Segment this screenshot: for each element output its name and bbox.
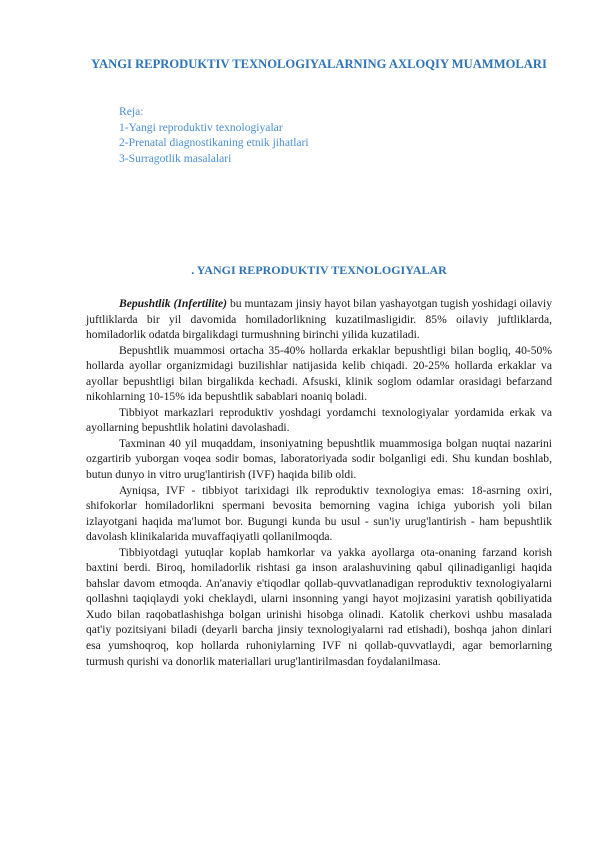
paragraph-text: Ayniqsa, IVF - tibbiyot tarixidagi ilk reproduktiv texnologiya emas: 18-asrning oxiri, shifokorlar homiladorlikni spermani bevosita bemorning vagina ichiga yuborish yoli bilan izlayotgani haqida ma'lumot bor. Bugungi kunda bu usul - sun'iy urug'lantirish - ham bepushtlik davolash klinikalarida muvaffaqiyatli qollanilmoqda. (86, 483, 552, 544)
paragraph-lead-term: Bepushtlik (Infertilite) (119, 297, 227, 310)
paragraph-text: Bepushtlik muammosi ortacha 35-40% hollarda erkaklar bepushtligi bilan bogliq, 40-50% hollarda ayollar organizmidagi buzilishlar natijasida kelib chiqadi. 20-25% hollarda erkaklar va ayollar bepushtligi bilan birgalikda kechadi. Afsuski, klinik soglom odamlar orasidagi befarzand nikohlarning 10-15% ida bepushtlik sabablari noaniq boladi. (86, 343, 552, 404)
paragraph-text: Tibbiyot markazlari reproduktiv yoshdagi yordamchi texnologiyalar yordamida erkak va ayollarning bepushtlik holatini davolashadi. (86, 405, 552, 435)
body-text (86, 296, 552, 669)
plan-item: 1-Yangi reproduktiv texnologiyalar (119, 120, 283, 134)
plan-block (119, 104, 309, 166)
document-title: YANGI REPRODUKTIV TEXNOLOGIYALARNING AXLOQIY MUAMMOLARI (91, 57, 547, 71)
plan-item: 3-Surragotlik masalalari (119, 151, 232, 165)
paragraph (86, 436, 552, 483)
plan-heading: Reja: (119, 105, 144, 118)
paragraph (86, 405, 552, 436)
paragraph-text: bu muntazam jinsiy hayot bilan yashayotgan tugish yoshidagi oilaviy juftliklarda bir yil davomida homiladorlikning kuzatilmasligidir. 85% oilaviy juftliklarda, homiladorlik odatda birgalikdagi turmushning birinchi yilida kuzatiladi. (86, 297, 552, 342)
paragraph (86, 545, 552, 669)
paragraph (86, 483, 552, 545)
section-title: . YANGI REPRODUKTIV TEXNOLOGIYALAR (191, 263, 447, 277)
paragraph-text: Tibbiyotdagi yutuqlar koplab hamkorlar va yakka ayollarga ota-onaning farzand korish baxtini berdi. Biroq, homiladorlik rishtasi ga inson aralashuvining qabul qilinadiganligi haqida bahslar davom etmoqda. An'anaviy e'tiqodlar qollab-quvvatlanadigan reproduktiv texnologiyalarni qollashni taqiqlaydi yoki cheklaydi, ularni insonning yangi hayot mojizasini yaratish qobiliyatida Xudo bilan raqobatlashishga bolgan urinishi hisobga olinadi. Katolik cherkovi ushbu masalada qat'iy pozitsiyani biladi (deyarli barcha jinsiy texnologiyalarni rad etishadi), boshqa jahon dinlari esa yumshoqroq, kop hollarda ruhoniylarning IVF ni qollab-quvvatlaydi, agar bemorlarning turmush qurishi va donorlik materiallari urug'lantirilmasdan foydalanilmasa. (86, 545, 552, 668)
paragraph (86, 296, 552, 343)
paragraph-text: Taxminan 40 yil muqaddam, insoniyatning bepushtlik muammosiga bolgan nuqtai nazarini ozgartirib yuborgan voqea sodir bomas, laboratoriyada sodir bolganligi edi. Shu kundan boshlab, butun dunyo in vitro urug'lantirish (IVF) haqida bilib oldi. (86, 436, 552, 482)
paragraph (86, 343, 552, 405)
plan-item: 2-Prenatal diagnostikaning etnik jihatlari (119, 136, 309, 150)
